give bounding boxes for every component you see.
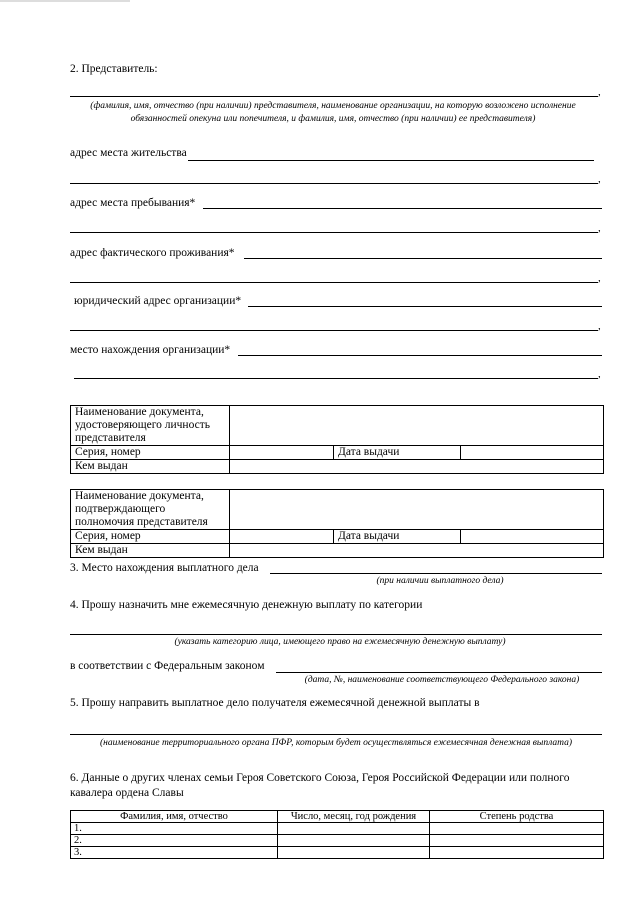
- residence-address-label: адрес места жительства: [70, 147, 187, 159]
- id-doc-series-field[interactable]: [230, 446, 334, 460]
- actual-address-line-2[interactable]: [70, 282, 598, 283]
- federal-law-line[interactable]: [276, 672, 602, 673]
- id-doc-date-label: Дата выдачи: [334, 446, 461, 460]
- id-doc-series-label: Серия, номер: [71, 446, 230, 460]
- relation-cell[interactable]: [430, 847, 604, 859]
- family-members-table: [70, 810, 604, 859]
- legal-address-line-1[interactable]: [248, 306, 602, 307]
- comma: ,: [598, 173, 601, 185]
- auth-doc-series-field[interactable]: [230, 530, 334, 544]
- id-doc-name-field[interactable]: [230, 406, 604, 446]
- auth-doc-date-field[interactable]: [461, 530, 604, 544]
- org-location-line-1[interactable]: [238, 355, 602, 356]
- stay-address-line-1[interactable]: [203, 208, 602, 209]
- stay-address-line-2[interactable]: [70, 232, 598, 233]
- column-header-birthdate: Число, месяц, год рождения: [278, 811, 430, 823]
- column-header-name: Фамилия, имя, отчество: [71, 811, 278, 823]
- relation-cell[interactable]: [430, 835, 604, 847]
- category-hint: (указать категорию лица, имеющего право на ежемесячную денежную выплату): [174, 637, 506, 647]
- comma: ,: [598, 368, 601, 380]
- auth-doc-date-label: Дата выдачи: [334, 530, 461, 544]
- auth-doc-issued-label: Кем выдан: [71, 544, 230, 558]
- section-2-title: 2. Представитель:: [70, 63, 158, 75]
- actual-address-label: адрес фактического проживания*: [70, 247, 235, 259]
- org-location-line-2[interactable]: [74, 378, 598, 379]
- id-doc-name-label: Наименование документа, удостоверяющего личность представителя: [71, 406, 230, 446]
- category-line[interactable]: [70, 634, 602, 635]
- org-location-label: место нахождения организации*: [70, 344, 231, 356]
- residence-address-line-1[interactable]: [188, 160, 594, 161]
- relation-cell[interactable]: [430, 823, 604, 835]
- section-3-title: 3. Место нахождения выплатного дела: [70, 562, 259, 574]
- row-number[interactable]: 3.: [71, 847, 278, 859]
- row-number[interactable]: 2.: [71, 835, 278, 847]
- stay-address-label: адрес места пребывания*: [70, 197, 196, 209]
- comma: ,: [598, 222, 601, 234]
- column-header-relation: Степень родства: [430, 811, 604, 823]
- legal-address-line-2[interactable]: [70, 330, 598, 331]
- birthdate-cell[interactable]: [278, 847, 430, 859]
- id-doc-issued-label: Кем выдан: [71, 460, 230, 474]
- table-row: [71, 835, 604, 847]
- id-doc-date-field[interactable]: [461, 446, 604, 460]
- residence-address-line-2[interactable]: [70, 183, 598, 184]
- authority-document-table: [70, 489, 604, 558]
- territorial-body-hint: (наименование территориального органа ПФР, которым будет осуществляться ежемесячная денежная выплата): [99, 738, 573, 748]
- auth-doc-name-field[interactable]: [230, 490, 604, 530]
- payment-file-location-line[interactable]: [270, 573, 602, 574]
- auth-doc-name-label: Наименование документа, подтверждающего полномочия представителя: [71, 490, 230, 530]
- table-row: [71, 823, 604, 835]
- identity-document-table: [70, 405, 604, 474]
- id-doc-issued-field[interactable]: [230, 460, 604, 474]
- federal-law-hint: (дата, №, наименование соответствующего Федерального закона): [304, 675, 580, 685]
- birthdate-cell[interactable]: [278, 835, 430, 847]
- section-5-title: 5. Прошу направить выплатное дело получателя ежемесячной денежной выплаты в: [70, 697, 480, 709]
- legal-address-label: юридический адрес организации*: [74, 295, 242, 307]
- section-4-title: 4. Прошу назначить мне ежемесячную денежную выплату по категории: [70, 599, 423, 611]
- federal-law-label: в соответствии с Федеральным законом: [70, 660, 265, 672]
- comma: ,: [598, 86, 601, 98]
- row-number[interactable]: 1.: [71, 823, 278, 835]
- comma: ,: [598, 272, 601, 284]
- section-6-title: 6. Данные о других членах семьи Героя Советского Союза, Героя Российской Федерации или полного кавалера ордена Славы: [70, 772, 570, 799]
- payment-file-hint: (при наличии выплатного дела): [376, 576, 504, 586]
- comma: ,: [598, 320, 601, 332]
- birthdate-cell[interactable]: [278, 823, 430, 835]
- table-row: [71, 847, 604, 859]
- territorial-body-line[interactable]: [70, 734, 602, 735]
- auth-doc-series-label: Серия, номер: [71, 530, 230, 544]
- representative-name-hint: (фамилия, имя, отчество (при наличии) представителя, наименование организации, на которую возложено исполнение обязанностей опекуна или попечителя, и фамилия, имя, отчество (при наличии) ее представителя): [90, 101, 576, 124]
- scan-artifact: [0, 0, 130, 2]
- representative-name-line[interactable]: [70, 96, 598, 97]
- actual-address-line-1[interactable]: [244, 258, 602, 259]
- auth-doc-issued-field[interactable]: [230, 544, 604, 558]
